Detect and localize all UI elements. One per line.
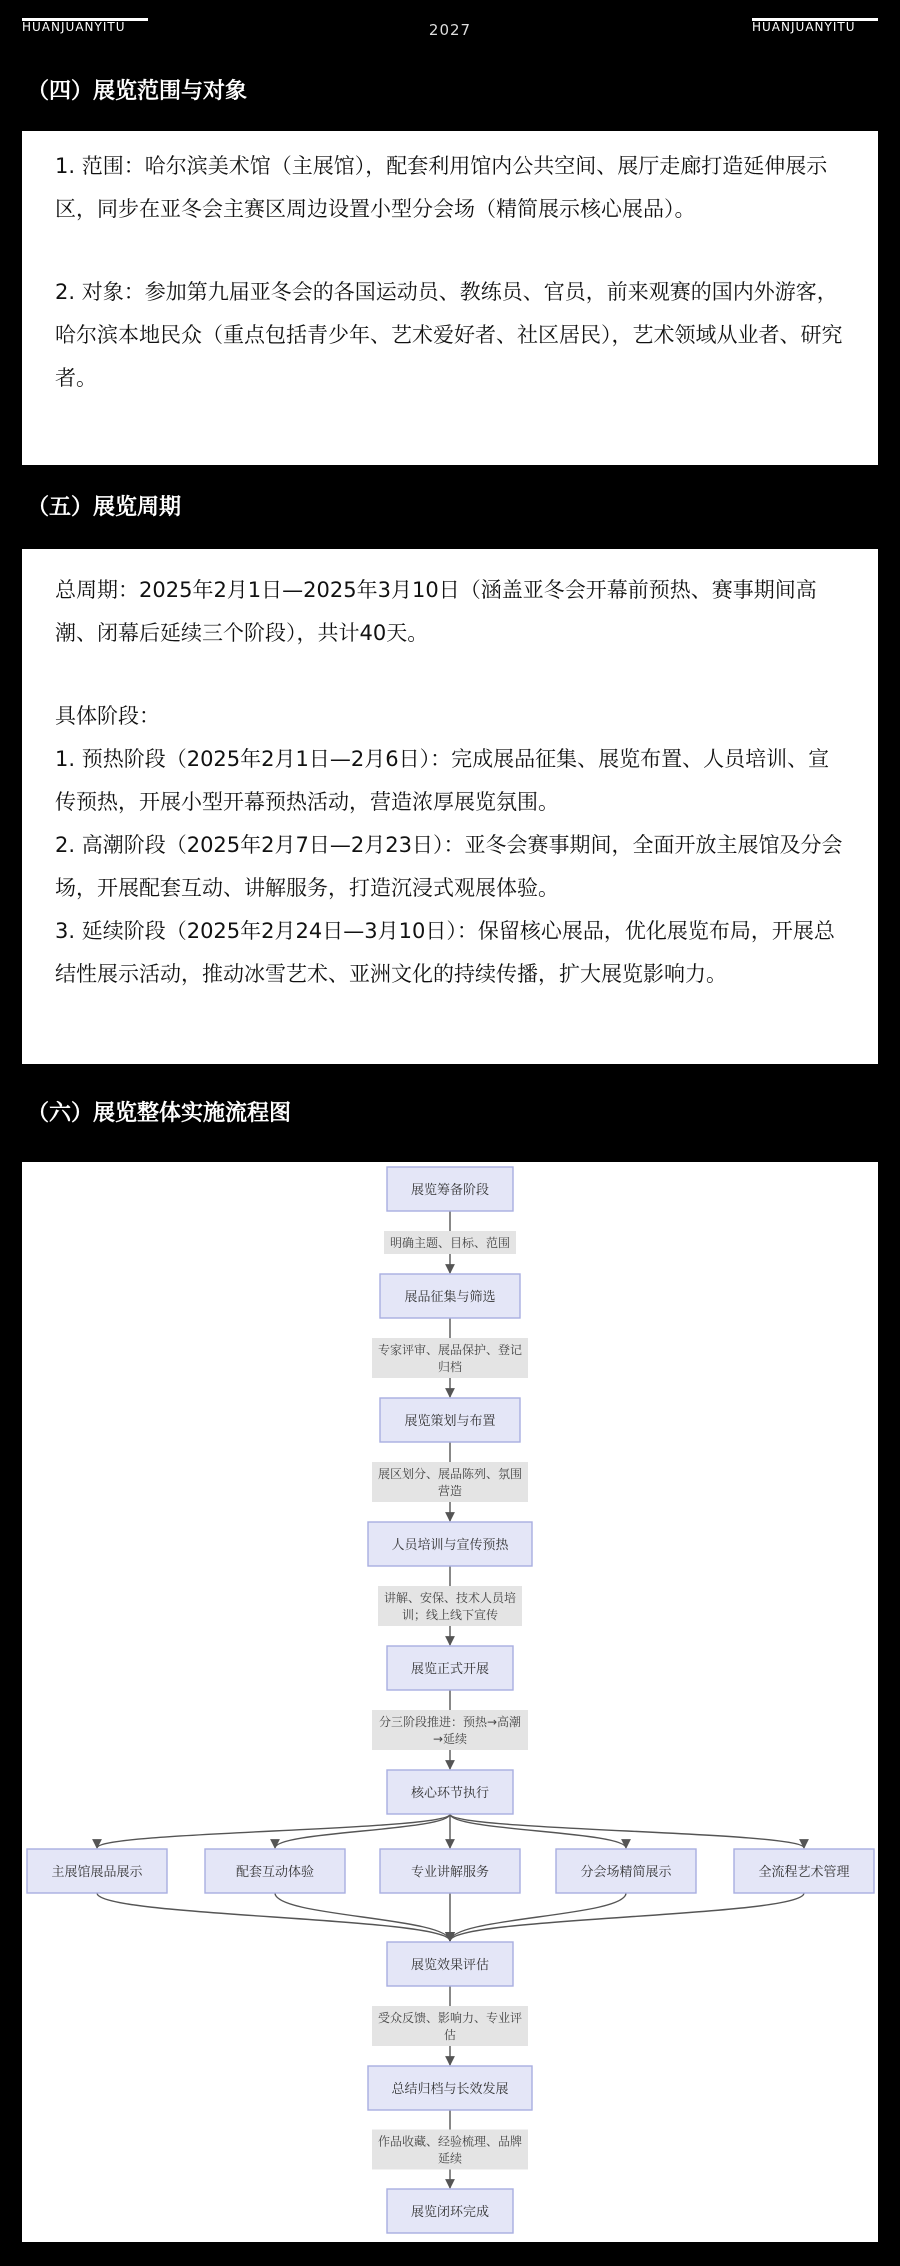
flow-arrow	[450, 1814, 626, 1848]
flow-arrow	[450, 1893, 804, 1941]
flow-node-label: 人员培训与宣传预热	[391, 1538, 509, 1553]
flow-node-label: 展览效果评估	[410, 1958, 490, 1973]
flow-edge-label: 延续	[437, 2151, 463, 2166]
flow-node-label: 展览策划与布置	[404, 1414, 496, 1429]
brand-right: HUANJUANYITU	[752, 20, 856, 34]
flow-node-label: 配套互动体验	[235, 1865, 315, 1880]
flow-edge-label: 估	[443, 2028, 457, 2042]
stages-heading: 具体阶段：	[55, 704, 160, 728]
flow-node-label: 全流程艺术管理	[758, 1865, 850, 1880]
flow-node-label: 展览筹备阶段	[410, 1183, 490, 1198]
top-bar	[0, 0, 900, 48]
section6-title: （六）展览整体实施流程图	[27, 1101, 292, 1126]
flow-edge-label: 专家评审、展品保护、登记	[377, 1343, 523, 1357]
flowchart-svg	[22, 1162, 878, 2242]
flow-edge-label: →延续	[432, 1732, 468, 1746]
audience-paragraph: 2. 对象：参加第九届亚冬会的各国运动员、教练员、官员，前来观赛的国内外游客，哈尔滨本地民众（重点包括青少年、艺术爱好者、社区居民），艺术领域从业者、研究者。	[55, 280, 843, 390]
flow-arrow	[275, 1893, 450, 1941]
flow-arrow	[97, 1814, 450, 1848]
section4-title: （四）展览范围与对象	[27, 79, 248, 104]
flow-node-label: 总结归档与长效发展	[391, 2082, 509, 2097]
flow-node-label: 展览闭环完成	[410, 2205, 490, 2220]
scope-paragraph: 1. 范围：哈尔滨美术馆（主展馆），配套利用馆内公共空间、展厅走廊打造延伸展示区，同步在亚冬会主赛区周边设置小型分会场（精简展示核心展品）。	[55, 154, 828, 221]
total-period: 总周期：2025年2月1日—2025年3月10日（涵盖亚冬会开幕前预热、赛事期间高潮、闭幕后延续三个阶段），共计40天。	[55, 578, 817, 645]
stage-item: 3. 延续阶段（2025年2月24日—3月10日）：保留核心展品，优化展览布局，开展总结性展示活动，推动冰雪艺术、亚洲文化的持续传播，扩大展览影响力。	[55, 919, 835, 986]
flowchart	[22, 1162, 878, 2242]
stage-item: 2. 高潮阶段（2025年2月7日—2月23日）：亚冬会赛事期间，全面开放主展馆及分会场，开展配套互动、讲解服务，打造沉浸式观展体验。	[55, 833, 843, 900]
flow-node-label: 展品征集与筛选	[404, 1290, 496, 1305]
flow-node-label: 展览正式开展	[410, 1662, 490, 1677]
flow-arrow	[450, 1814, 804, 1848]
section5-title: （五）展览周期	[27, 495, 182, 520]
flow-arrow	[275, 1814, 450, 1848]
flow-arrow	[97, 1893, 450, 1941]
flow-node-label: 主展馆展品展示	[51, 1865, 143, 1880]
flow-edge-label: 受众反馈、影响力、专业评	[377, 2011, 523, 2025]
flow-edge-label: 归档	[437, 1360, 463, 1374]
period-box	[22, 549, 878, 1064]
flow-edge-label: 展区划分、展品陈列、氛围	[377, 1467, 523, 1481]
flow-node-label: 分会场精简展示	[580, 1865, 672, 1880]
flow-node-label: 核心环节执行	[410, 1786, 490, 1801]
flow-edge-label: 作品收藏、经验梳理、品牌	[377, 2134, 523, 2149]
scope-box	[22, 131, 878, 465]
flow-node-label: 专业讲解服务	[410, 1865, 490, 1880]
year-label: 2027	[428, 21, 472, 39]
brand-left: HUANJUANYITU	[22, 20, 126, 34]
flow-edge-label: 训；线上线下宣传	[401, 1608, 499, 1622]
stage-item: 1. 预热阶段（2025年2月1日—2月6日）：完成展品征集、展览布置、人员培训、宣传预热，开展小型开幕预热活动，营造浓厚展览氛围。	[55, 747, 830, 814]
flow-edge-label: 明确主题、目标、范围	[389, 1236, 511, 1250]
flow-arrow	[450, 1893, 626, 1941]
flow-edge-label: 营造	[437, 1484, 463, 1498]
flow-edge-label: 分三阶段推进：预热→高潮	[378, 1715, 522, 1729]
flow-edge-label: 讲解、安保、技术人员培	[383, 1591, 517, 1605]
